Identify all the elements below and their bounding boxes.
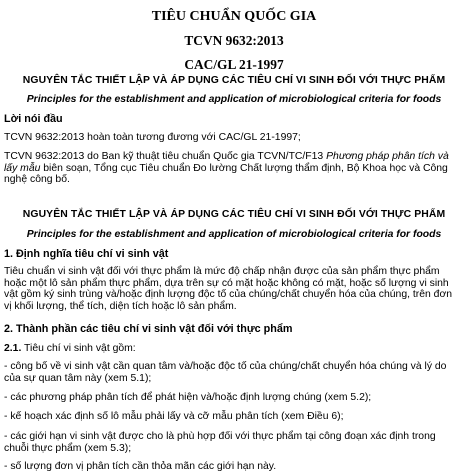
section-1-text: Tiêu chuẩn vi sinh vật đối với thực phẩm là mức độ chấp nhận được của sản phẩm thực phẩm hoặc một lô sản phẩm thực phẩm, dựa trên sự có mặt hoặc không có mặt, hoặc số lượng vi sinh vật gồm ký sinh trùng và/hoặc định lượng độc tố của chúng/chất chuyển hóa của chúng, trên đơn vị khối lượng, thể tích, diện tích hoặc lô sản phẩm.	[4, 266, 453, 312]
section-2-title: 2. Thành phần các tiêu chí vi sinh vật đối với thực phẩm	[4, 323, 293, 335]
section-2-1	[4, 343, 462, 355]
list-item: - công bố về vi sinh vật cần quan tâm và/hoặc độc tố của chúng/chất chuyển hóa chúng và lý do của sự quan tâm này (xem 5.1);	[4, 361, 447, 384]
list-item: - các phương pháp phân tích để phát hiện và/hoặc định lượng chúng (xem 5.2);	[4, 392, 372, 403]
section-2-1-number: 2.1.	[4, 343, 22, 354]
foreword-p2-start: TCVN 9632:2013 do Ban kỹ thuật tiêu chuẩn Quốc gia TCVN/TC/F13	[4, 151, 324, 162]
heading-english: Principles for the establishment and application of microbiological criteria for foods	[26, 94, 442, 105]
list-item: - các giới hạn vi sinh vật được cho là phù hợp đối với thực phẩm tại công đoạn xác định trong chuỗi thực phẩm (xem 5.3);	[4, 431, 436, 454]
document-code: TCVN 9632:2013	[184, 33, 284, 48]
list-item: - kế hoạch xác định số lô mẫu phải lấy và cỡ mẫu phân tích (xem Điều 6);	[4, 411, 344, 422]
foreword-paragraph-2	[4, 151, 462, 186]
heading-english-2: Principles for the establishment and application of microbiological criteria for foods	[26, 229, 442, 240]
foreword-p2-end: biên soạn, Tổng cục Tiêu chuẩn Đo lường Chất lượng thẩm định, Bộ Khoa học và Công nghệ công bố.	[4, 162, 448, 186]
document-title: TIÊU CHUẨN QUỐC GIA	[151, 9, 317, 24]
list-item: - số lượng đơn vị phân tích cần thỏa mãn các giới hạn này.	[4, 461, 277, 472]
foreword-title: Lời nói đầu	[4, 113, 63, 125]
document-reference: CAC/GL 21-1997	[184, 57, 284, 72]
section-1-title: 1. Định nghĩa tiêu chí vi sinh vật	[4, 248, 169, 260]
heading-vietnamese: NGUYÊN TẮC THIẾT LẬP VÀ ÁP DỤNG CÁC TIÊU CHÍ VI SINH ĐỐI VỚI THỰC PHẨM	[22, 75, 446, 86]
section-2-1-text: Tiêu chí vi sinh vật gồm:	[24, 343, 136, 354]
foreword-p2-italic: Phương pháp phân tích và lấy mẫu	[4, 151, 449, 174]
foreword-paragraph-1: TCVN 9632:2013 hoàn toàn tương đương với CAC/GL 21-1997;	[4, 132, 301, 143]
heading-vietnamese-2: NGUYÊN TẮC THIẾT LẬP VÀ ÁP DỤNG CÁC TIÊU CHÍ VI SINH ĐỐI VỚI THỰC PHẨM	[22, 209, 446, 220]
